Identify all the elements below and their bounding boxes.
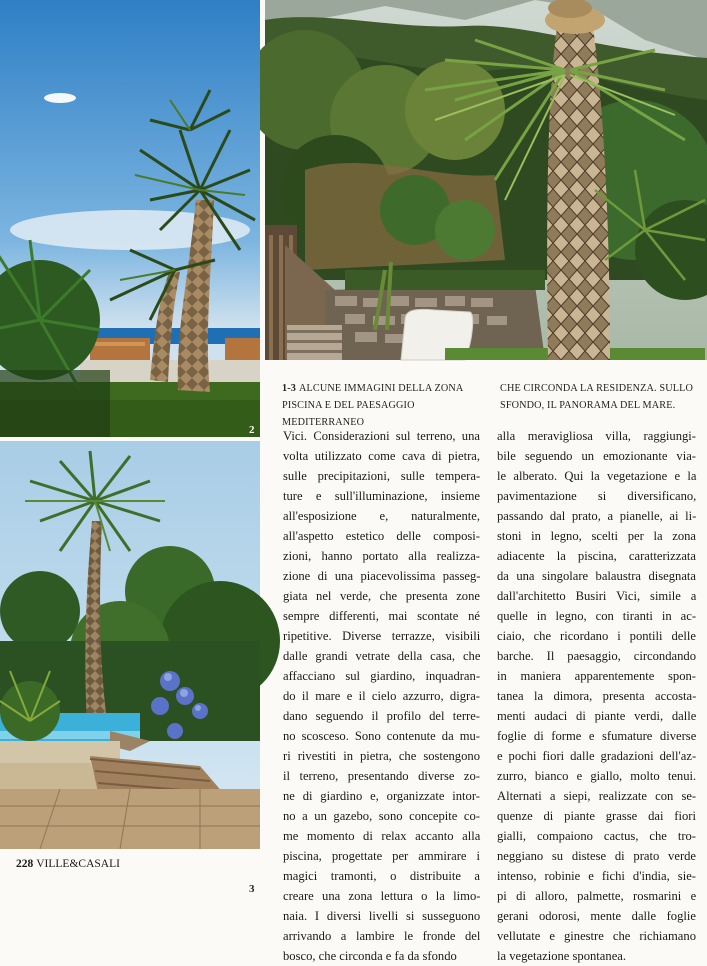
text-line: alla meravigliosa villa, raggiungi- <box>497 429 696 443</box>
text-line: da una singolare balaustra disegnata <box>497 569 696 583</box>
photo-number-2: 2 <box>249 424 255 436</box>
page-folio <box>16 858 120 870</box>
text-line: piscina, progettate per ammirare i <box>283 849 480 863</box>
text-line: pavimentazione si diversificano, <box>497 489 697 503</box>
page-number: 228 <box>16 858 34 870</box>
text-line: ripetitive. Diverse terrazze, visibili <box>283 629 481 643</box>
text-line: vellutate e ginestre che richiamano <box>497 929 696 943</box>
text-line: bosco, che circonda e fa da sfondo <box>283 949 457 963</box>
text-line: le alberato. Qui la vegetazione e la <box>497 469 697 483</box>
text-line: creare una zona lettura o la limo- <box>283 889 481 903</box>
text-line: volta utilizzato come cava di pietra, <box>283 449 480 463</box>
photo-garden-terrace <box>265 0 707 360</box>
text-line: Vici. Considerazioni sul terreno, una <box>283 429 480 443</box>
text-line: in maniera apparentemente spon- <box>497 669 696 683</box>
text-line: intenso, robinie e fichi d'india, sie- <box>497 869 696 883</box>
text-line: la vegetazione spontanea. <box>497 949 627 963</box>
text-line: dalle grandi vetrate della casa, che <box>283 649 481 663</box>
text-line: passando dal prato, a pianelle, ai li- <box>497 509 697 523</box>
photo-caption-left <box>282 380 490 431</box>
photo-pool-terrace-image <box>0 0 260 437</box>
text-line: arrivando a lambire le fronde del <box>283 929 481 943</box>
text-line: no a un gazebo, sono concepite co- <box>283 809 480 823</box>
text-line: zurro, bianco e giallo, molto tenui. <box>497 769 697 783</box>
text-line: quelle in legno, con tiranti in ac- <box>497 609 697 623</box>
text-line: ture e sull'illuminazione, insieme <box>283 489 480 503</box>
text-line: sempre differenti, mai scontate né <box>283 609 480 623</box>
text-line: e pochi fiori dalle gradazioni dell'az- <box>497 749 697 763</box>
text-line: quenze di piante grasse dai fiori <box>497 809 696 823</box>
magazine-name: VILLE&CASALI <box>36 858 120 870</box>
photo-pool-terrace <box>0 0 260 437</box>
text-line: foglie di forme e sfumature diverse <box>497 729 697 743</box>
text-line: adiacente la piscina, caratterizzata <box>497 549 696 563</box>
text-line: pi di alloro, palmette, rosmarini e <box>497 889 697 903</box>
text-line: ri rivestiti in pietra, che sostengono <box>283 749 480 763</box>
text-line: me momento di relax accanto alla <box>283 829 481 843</box>
text-line: dall'architetto Busiri Vici, simile a <box>497 589 697 603</box>
caption-label: 1-3 <box>282 383 297 394</box>
photo-garden-terrace-image <box>265 0 707 360</box>
text-line: ciaio, che ricordano i pontili delle <box>497 629 696 643</box>
text-line: no scosceso. Sono contenute da mu- <box>283 729 480 743</box>
body-column-left <box>283 426 480 966</box>
text-line: neggiano su distese di prato verde <box>497 849 697 863</box>
body-column-right <box>497 426 696 966</box>
text-line: all'esposizione e, naturalmente, <box>283 509 480 523</box>
photo-palms-hydrangeas-image <box>0 441 260 849</box>
text-line: menti audaci di piante verdi, dalle <box>497 709 697 723</box>
text-line: sulle precipitazioni, sulle tempera- <box>283 469 481 483</box>
text-line: ne di giardino e, organizzate intor- <box>283 789 480 803</box>
text-line: Alternati a siepi, realizzate con se- <box>497 789 697 803</box>
text-line: do il mare e il cielo azzurro, digra- <box>283 689 480 703</box>
photo-caption-right <box>500 380 695 414</box>
text-line: barche. Il paesaggio, circondando <box>497 649 696 663</box>
text-line: il terreno, presentando diverse zo- <box>283 769 480 783</box>
text-line: gerani odorosi, mente dalle foglie <box>497 909 696 923</box>
text-line: magici tramonti, o distribuite a <box>283 869 480 883</box>
text-line: stoni in legno, scelti per la zona <box>497 529 696 543</box>
text-line: naia. I diversi livelli si susseguono <box>283 909 481 923</box>
caption-text-left: ALCUNE IMMAGINI DELLA ZONA PISCINA E DEL PAESAGGIO MEDITERRANEO <box>282 383 463 428</box>
photo-number-3: 3 <box>249 883 255 895</box>
text-line: zione di una piacevolissima passeg- <box>283 569 481 583</box>
text-line: gialli, compaiono cactus, che tro- <box>497 829 696 843</box>
text-line: giata nel verde, che presenta zone <box>283 589 480 603</box>
text-line: tanea la dimora, presenta accosta- <box>497 689 697 703</box>
caption-text-right: CHE CIRCONDA LA RESIDENZA. SULLO SFONDO, IL PANORAMA DEL MARE. <box>500 383 693 411</box>
text-line: zioni, hanno portato alla realizza- <box>283 549 480 563</box>
text-line: all'aspetto estetico delle composi- <box>283 529 480 543</box>
text-line: bile seguendo un emozionante via- <box>497 449 696 463</box>
text-line: affacciano sul giardino, inquadran- <box>283 669 481 683</box>
text-line: dano seguendo il profilo del terre- <box>283 709 480 723</box>
